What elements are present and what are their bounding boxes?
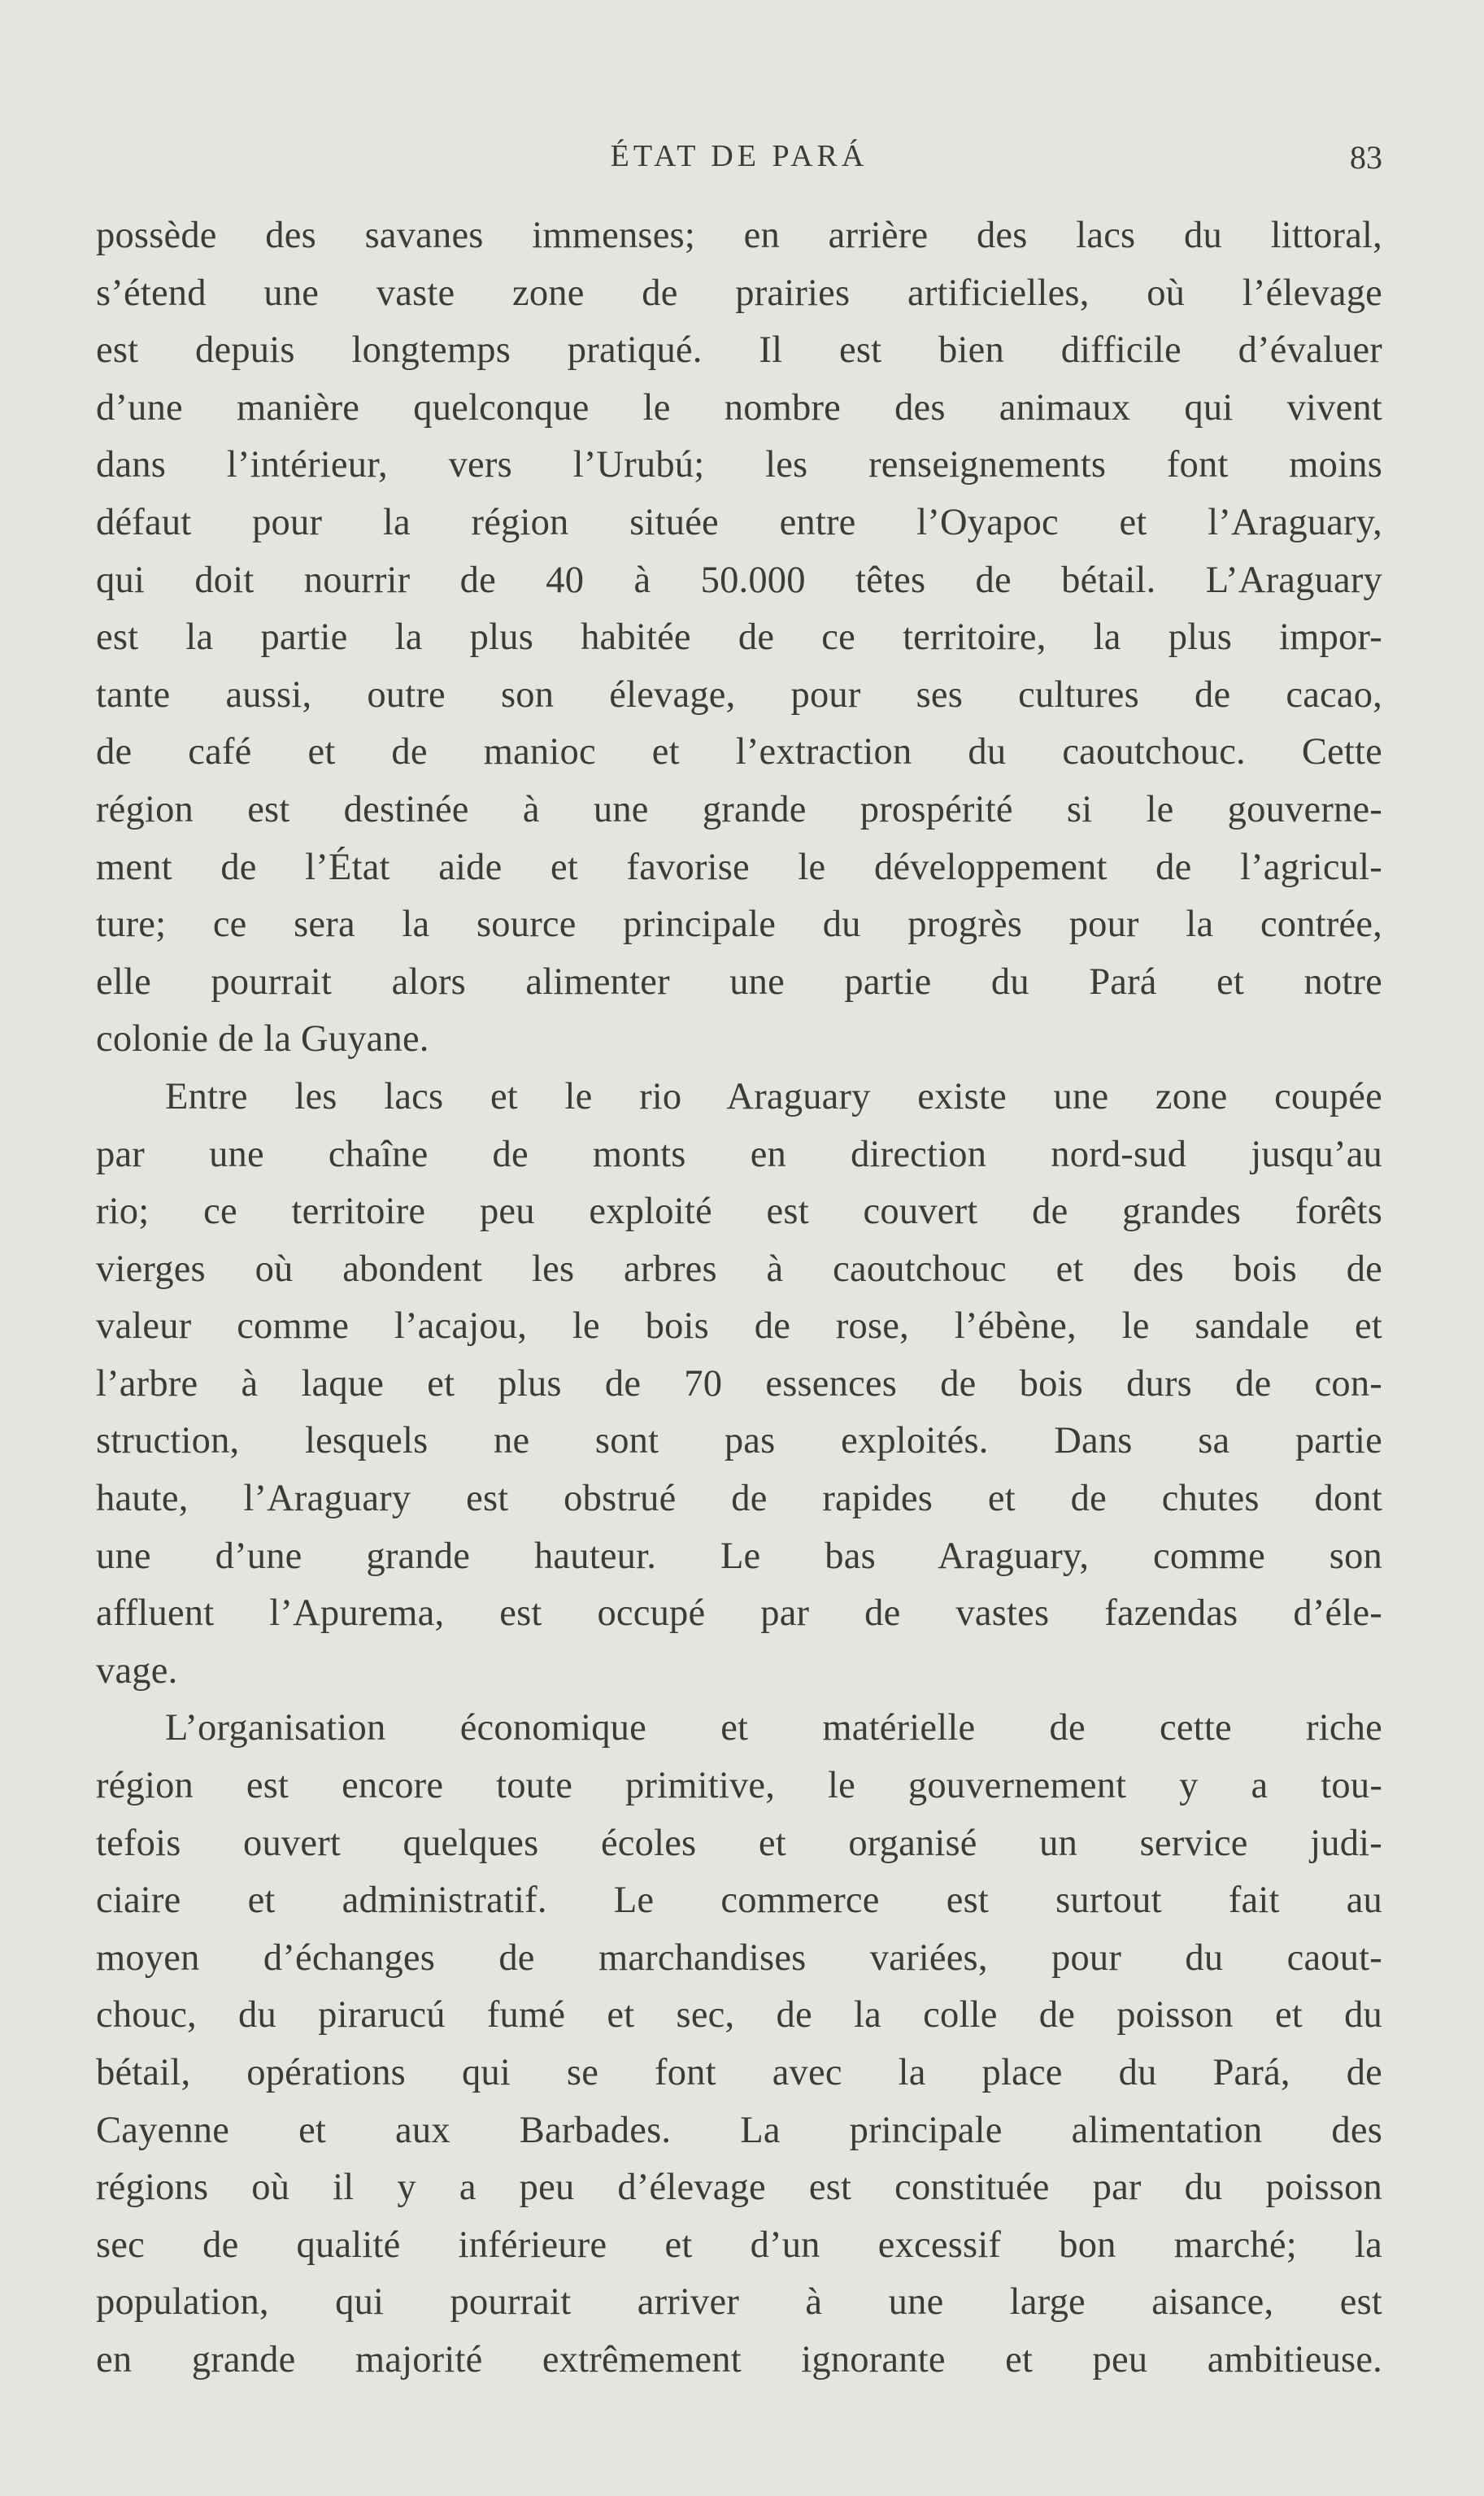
text-line: qui doit nourrir de 40 à 50.000 têtes de bétail. L’Araguary [96,559,1382,601]
page-number: 83 [1350,139,1382,176]
text-line: d’une manière quelconque le nombre des animaux qui vivent [96,386,1382,429]
text-line: possède des savanes immenses; en arrière des lacs du littoral, [96,215,1382,256]
running-title: ÉTAT DE PARÁ [610,139,868,173]
text-line: L’organisation économique et matérielle de cette riche [165,1707,1382,1749]
text-line: est la partie la plus habitée de ce territoire, la plus impor- [96,616,1382,659]
text-line: de café et de manioc et l’extraction du caoutchouc. Cette [96,731,1382,773]
paragraph-2 [96,1069,1382,1701]
text-line: est depuis longtemps pratiqué. Il est bien difficile d’évaluer [96,329,1382,372]
text-line: défaut pour la région située entre l’Oyapoc et l’Araguary, [96,501,1382,543]
paragraph-1 [96,207,1382,1069]
text-line: ture; ce sera la source principale du progrès pour la contrée, [96,904,1382,946]
text-line: ciaire et administratif. Le commerce est surtout fait au [96,1880,1382,1922]
text-line: moyen d’échanges de marchandises variées, pour du caout- [96,1936,1382,1979]
text-line: Cayenne et aux Barbades. La principale alimentation des [96,2109,1382,2151]
text-line: sec de qualité inférieure et d’un excessif bon marché; la [96,2224,1382,2266]
text-line: région est destinée à une grande prospérité si le gouverne- [96,788,1382,830]
text-line: dans l’intérieur, vers l’Urubú; les renseignements font moins [96,444,1382,486]
text-line: population, qui pourrait arriver à une large aisance, est [96,2281,1382,2324]
text-line: Entre les lacs et le rio Araguary existe une zone coupée [165,1075,1382,1117]
text-line: l’arbre à laque et plus de 70 essences de bois durs de con- [96,1362,1382,1405]
text-line: bétail, opérations qui se font avec la place du Pará, de [96,2052,1382,2093]
text-line: tante aussi, outre son élevage, pour ses cultures de cacao, [96,673,1382,716]
text-line: région est encore toute primitive, le gouvernement y a tou- [96,1765,1382,1807]
text-line: ment de l’État aide et favorise le développement de l’agricul- [96,846,1382,888]
paragraph-3 [96,1700,1382,2389]
text-line: une d’une grande hauteur. Le bas Araguary, comme son [96,1535,1382,1577]
text-line: haute, l’Araguary est obstrué de rapides et de chutes dont [96,1478,1382,1520]
text-line: valeur comme l’acajou, le bois de rose, l’ébène, le sandale et [96,1305,1382,1348]
text-line: struction, lesquels ne sont pas exploités. Dans sa partie [96,1420,1382,1462]
text-line: colonie de la Guyane. [96,1018,429,1061]
page-header [96,138,1382,187]
text-line: vage. [96,1649,178,1692]
text-line: vierges où abondent les arbres à caoutchouc et des bois de [96,1248,1382,1290]
text-line: elle pourrait alors alimenter une partie du Pará et notre [96,961,1382,1003]
text-line: chouc, du pirarucú fumé et sec, de la colle de poisson et du [96,1994,1382,2036]
text-line: rio; ce territoire peu exploité est couvert de grandes forêts [96,1191,1382,1233]
text-line: régions où il y a peu d’élevage est constituée par du poisson [96,2167,1382,2209]
text-line: affluent l’Apurema, est occupé par de vastes fazendas d’éle- [96,1592,1382,1635]
body-text [96,207,1382,2389]
text-line: en grande majorité extrêmement ignorante et peu ambitieuse. [96,2338,1382,2381]
text-line: tefois ouvert quelques écoles et organisé un service judi- [96,1822,1382,1864]
text-line: s’étend une vaste zone de prairies artificielles, où l’élevage [96,272,1382,314]
text-line: par une chaîne de monts en direction nord-sud jusqu’au [96,1133,1382,1175]
